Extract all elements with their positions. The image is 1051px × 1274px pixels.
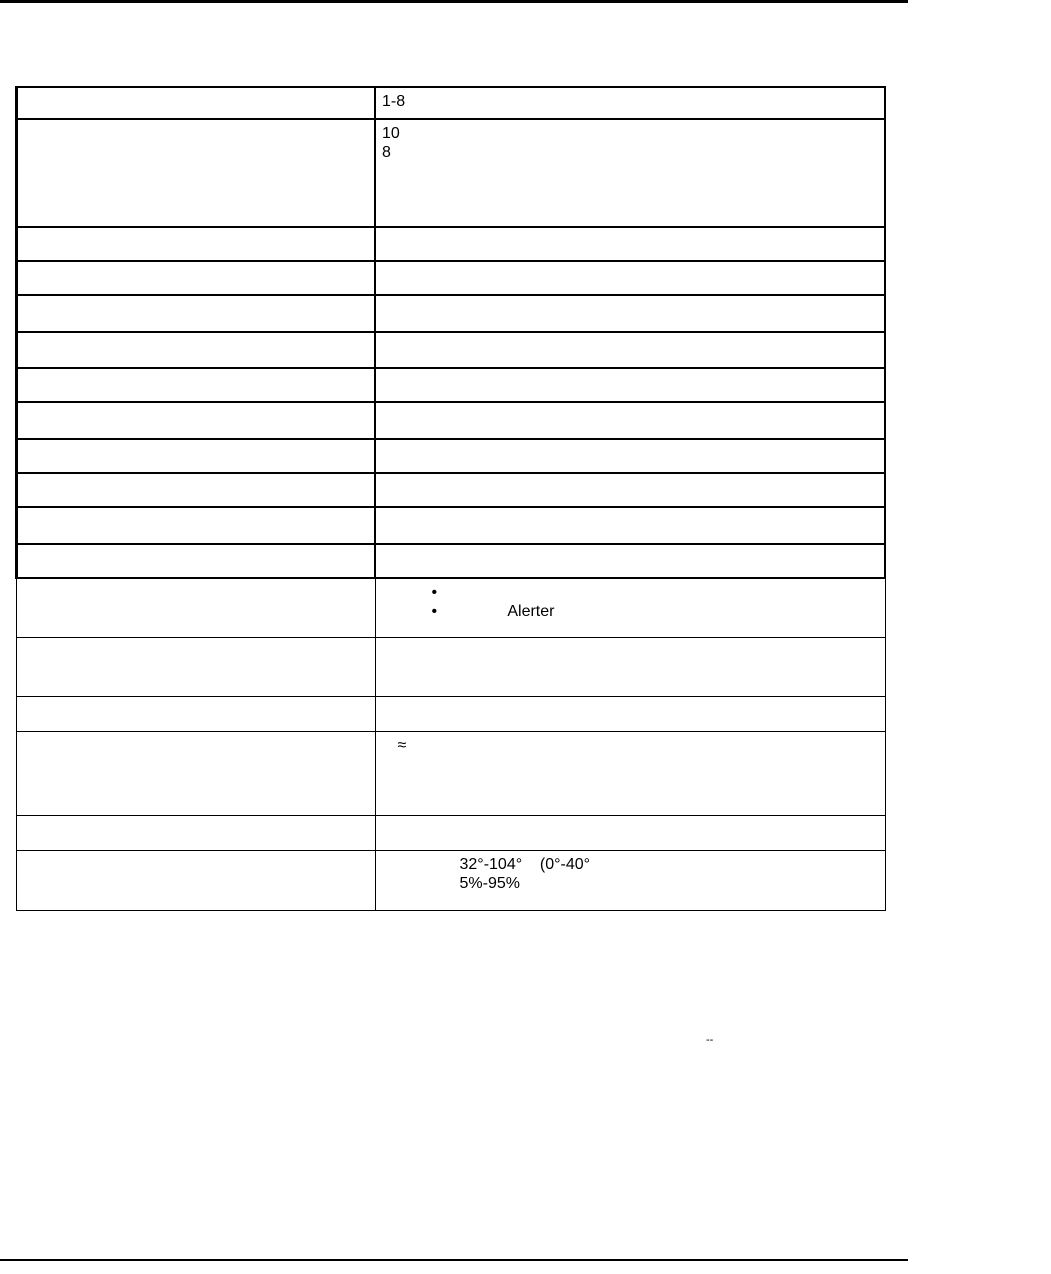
stray-mark: -- xyxy=(706,1034,714,1046)
table-row xyxy=(17,402,886,439)
table-row xyxy=(17,815,886,850)
table-row xyxy=(17,261,886,295)
row-value xyxy=(375,578,885,637)
row-value xyxy=(375,402,885,439)
row-value xyxy=(375,731,885,815)
top-rule xyxy=(0,0,908,3)
row-label xyxy=(17,402,376,439)
value-line: 10 xyxy=(382,125,400,142)
row-value xyxy=(375,295,885,332)
table-row xyxy=(17,87,886,119)
table-row xyxy=(17,507,886,544)
row-label xyxy=(17,473,376,507)
table-row xyxy=(17,119,886,227)
row-label xyxy=(17,332,376,368)
row-value xyxy=(375,439,885,473)
value-line: 5%-95% xyxy=(459,874,520,892)
value-line: • xyxy=(431,584,438,601)
row-label xyxy=(17,637,376,696)
row-label xyxy=(17,261,376,295)
row-label xyxy=(17,439,376,473)
row-value xyxy=(375,332,885,368)
row-label xyxy=(17,696,376,731)
row-value xyxy=(375,119,885,227)
row-value xyxy=(375,696,885,731)
row-label xyxy=(17,731,376,815)
row-label xyxy=(17,368,376,402)
row-value xyxy=(375,87,885,119)
table-row xyxy=(17,473,886,507)
row-value xyxy=(375,507,885,544)
table-row xyxy=(17,731,886,815)
row-value xyxy=(375,850,885,910)
table-row xyxy=(17,850,886,910)
row-label xyxy=(17,119,376,227)
table-row xyxy=(17,227,886,261)
row-label xyxy=(17,544,376,578)
table-row xyxy=(17,578,886,637)
value-line: ≈ xyxy=(397,736,407,754)
row-label xyxy=(17,507,376,544)
table-row xyxy=(17,696,886,731)
value-line: 32°-104° (0°-40° xyxy=(459,855,591,873)
row-label xyxy=(17,578,376,637)
table-row xyxy=(17,368,886,402)
row-value xyxy=(375,637,885,696)
table-row xyxy=(17,439,886,473)
row-label xyxy=(17,87,376,119)
value-line: 8 xyxy=(382,144,391,161)
row-label xyxy=(17,295,376,332)
value-line: 1-8 xyxy=(382,93,406,110)
row-value xyxy=(375,544,885,578)
value-line: • Alerter xyxy=(431,603,555,620)
row-value xyxy=(375,815,885,850)
row-value xyxy=(375,473,885,507)
row-label xyxy=(17,227,376,261)
table-row xyxy=(17,544,886,578)
bottom-rule xyxy=(0,1259,908,1261)
row-label xyxy=(17,815,376,850)
row-value xyxy=(375,261,885,295)
row-value xyxy=(375,368,885,402)
table-row xyxy=(17,295,886,332)
table-row xyxy=(17,637,886,696)
row-label xyxy=(17,850,376,910)
table-row xyxy=(17,332,886,368)
row-value xyxy=(375,227,885,261)
spec-table xyxy=(15,86,886,911)
